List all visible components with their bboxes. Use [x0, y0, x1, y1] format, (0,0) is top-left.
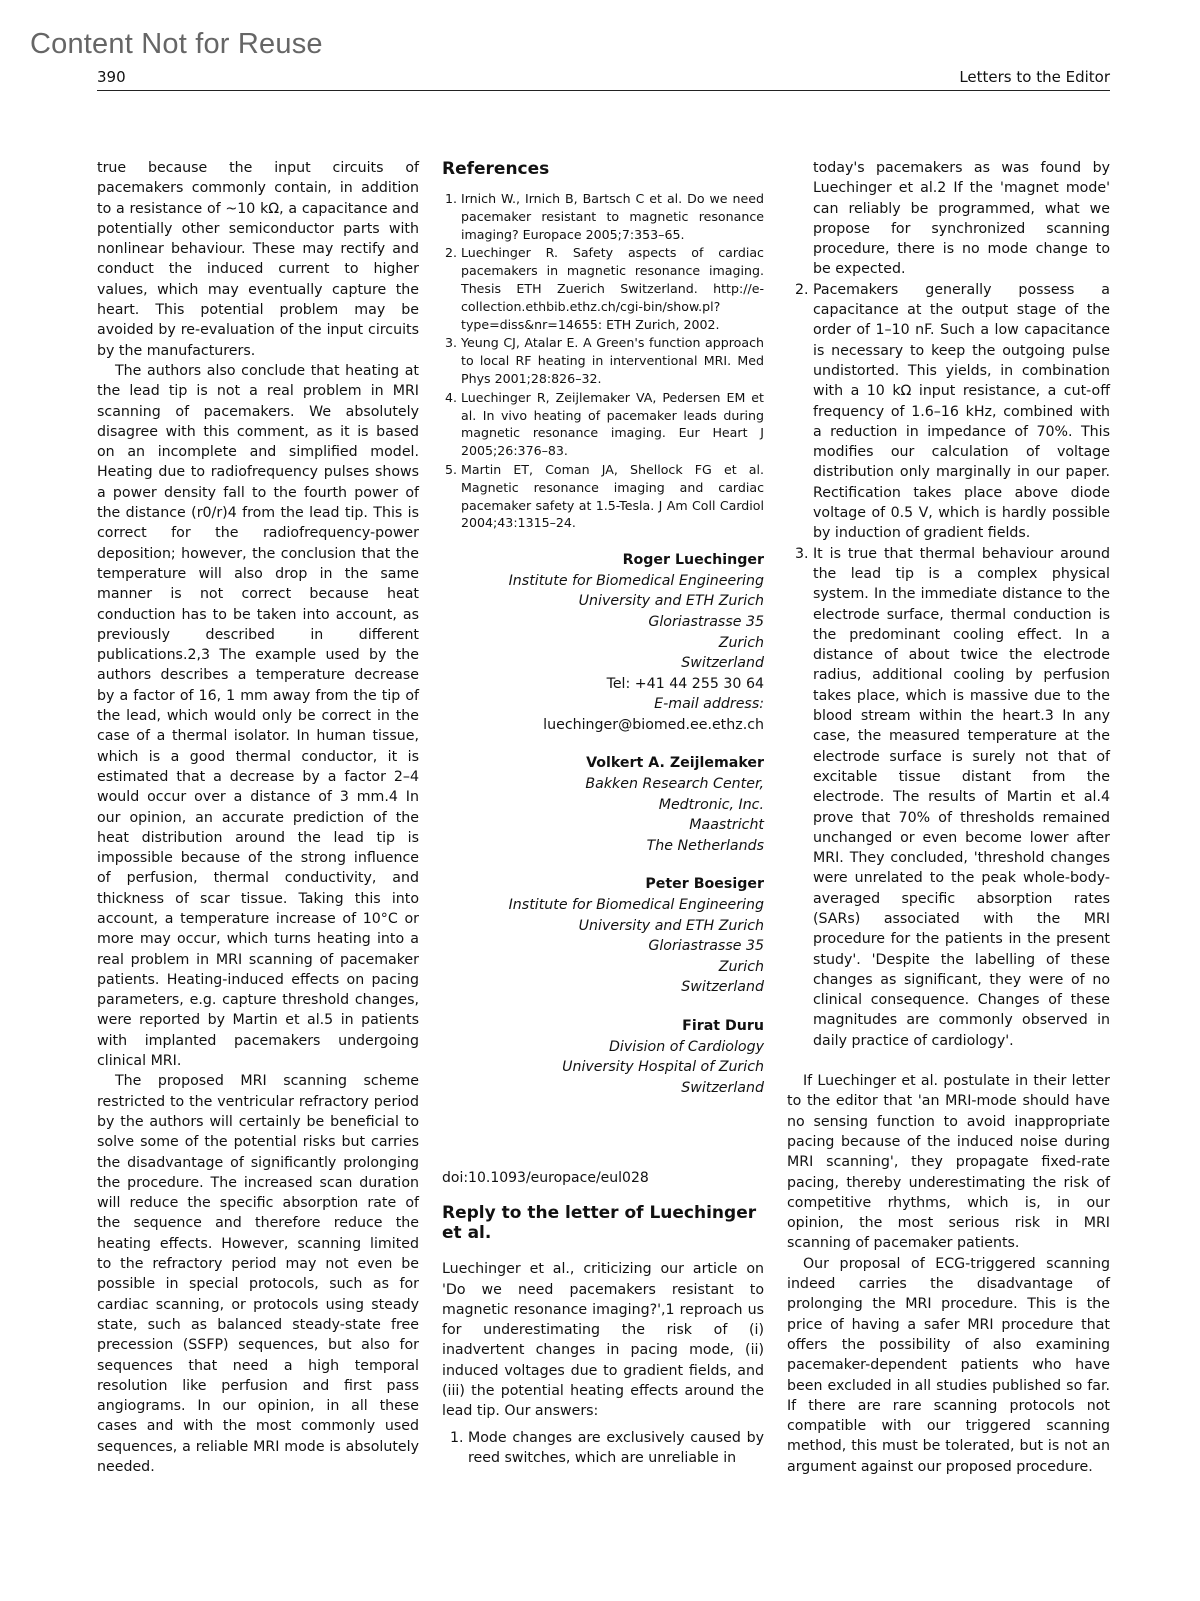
page-header — [97, 66, 1110, 91]
answer-item: 2. Pacemakers generally possess a capacitance at the output stage of the order of 1–10 nF. Such a low capacitance is necessary to keep the outgoing pulse undistorted. This yields, in combination with a 10 kΩ input resistance, a cut-off frequency of 1.6–16 kHz, combined with a reduction in impedance of 70%. This modifies our calculation of voltage distribution only marginally in our paper. Rectification takes place above diode voltage of 0.5 V, which is hardly possible by induction of gradient fields. — [813, 280, 1110, 544]
affiliation-line: Zurich — [718, 634, 764, 651]
paragraph: The authors also conclude that heating at the lead tip is not a real problem in MRI scanning of pacemakers. We absolutely disagree with this comment, as it is based on an incomplete and simplified model. Heating due to radiofrequency pulses shows a power density fall to the fourth power of the distance (r0/r)4 from the lead tip. This is correct for the radiofrequency-power deposition; however, the conclusion that the temperature will also drop in the same manner is not correct because heat conduction has to be taken into account, as previously described in different publications.2,3 The example used by the authors describes a temperature decrease by a factor of 16, 1 mm away from the tip of the lead, which would only be correct in the case of a thermal isolator. In human tissue, which is a good thermal conductor, it is estimated that a decrease by a factor 2–4 would occur over a distance of 3 mm.4 In our opinion, an accurate prediction of the heat distribution around the lead tip is impossible because of the strong influence of perfusion, thermal conductivity, and thickness of scar tissue. Taking this into account, a temperature increase of 10°C or more may occur, which turns heating into a real problem in MRI scanning of pacemaker patients. Heating-induced effects on pacing parameters, e.g. capture threshold changes, were reported by Martin et al.5 in patients with implanted pacemakers undergoing clinical MRI. — [97, 362, 419, 1070]
page-number: 390 — [97, 68, 126, 86]
affiliation-line: Institute for Biomedical Engineering — [508, 572, 764, 589]
paragraph: The proposed MRI scanning scheme restricted to the ventricular refractory period by the authors will certainly be beneficial to solve some of the potential risks but carries the disadvantage of significantly prolonging the procedure. The increased scan duration will reduce the specific absorption rate of the sequence and therefore reduce the heating effects. However, scanning limited to the refractory period may not even be possible in special protocols, such as for cardiac scanning, or protocols using steady state, such as balanced steady-state free precession (SSFP) sequences, but also for sequences that need a high temporal resolution like perfusion and first pass angiograms. In our opinion, in all these cases and with the most commonly used sequences, a reliable MRI mode is absolutely needed. — [97, 1073, 419, 1475]
author-email[interactable]: luechinger@biomed.ee.ethz.ch — [543, 716, 764, 733]
author-name: Peter Boesiger — [645, 876, 764, 893]
affiliation-line: Switzerland — [681, 1079, 764, 1096]
author-signature — [442, 874, 764, 998]
paragraph: true because the input circuits of pacemakers commonly contain, in addition to a resistance of ~10 kΩ, a capacitance and potentially other semiconductor parts with nonlinear behaviour. These may rectify and conduct the induced current to higher values, which may eventually capture the heart. This potential problem may be avoided by re-evaluation of the input circuits by the manufacturers. — [97, 160, 419, 359]
references-heading: References — [442, 159, 550, 179]
author-name: Volkert A. Zeijlemaker — [586, 755, 764, 772]
author-tel: Tel: +41 44 255 30 64 — [606, 675, 764, 692]
author-name: Firat Duru — [682, 1018, 764, 1035]
affiliation-line: Switzerland — [681, 655, 764, 672]
answer-item: 1. Mode changes are exclusively caused by reed switches, which are unreliable in — [468, 1428, 764, 1469]
reference-item: 2. Luechinger R. Safety aspects of cardiac pacemakers in magnetic resonance imaging. Thesis ETH Zuerich Switzerland. http://e-collection.ethbib.ethz.ch/cgi-bin/show.pl?type=diss&nr=14655: ETH Zurich, 2002. — [461, 244, 764, 333]
doi[interactable]: doi:10.1093/europace/eul028 — [442, 1170, 649, 1187]
author-signature — [442, 753, 764, 856]
reply-title: Reply to the letter of Luechinger et al. — [442, 1202, 757, 1243]
affiliation-line: Switzerland — [681, 979, 764, 996]
author-signature — [442, 550, 764, 735]
reference-item: 5. Martin ET, Coman JA, Shellock FG et al. Magnetic resonance imaging and cardiac pacemaker safety at 1.5-Tesla. J Am Coll Cardiol 2004;43:1315–24. — [461, 461, 764, 532]
affiliation-line: The Netherlands — [646, 837, 764, 854]
reply-intro: Luechinger et al., criticizing our article on 'Do we need pacemakers resistant to magnetic resonance imaging?',1 reproach us for underestimating the risk of (i) inadvertent changes in pacing mode, (ii) induced voltages due to gradient fields, and (iii) the potential heating effects around the lead tip. Our answers: — [442, 1261, 764, 1420]
affiliation-line: Institute for Biomedical Engineering — [508, 897, 764, 914]
column-3 — [787, 158, 1110, 1477]
author-signature — [442, 1016, 764, 1098]
answers-list — [442, 1428, 764, 1469]
answers-list — [787, 280, 1110, 1051]
affiliation-line: University Hospital of Zurich — [562, 1059, 764, 1076]
email-label: E-mail address: — [654, 696, 764, 713]
affiliation-line: Gloriastrasse 35 — [648, 938, 764, 955]
paragraph: Our proposal of ECG-triggered scanning indeed carries the disadvantage of prolonging the MRI procedure. This is the price of having a safer MRI procedure that offers the possibility of also examining pacemaker-dependent patients who have been excluded in all studies published so far. If there are rare scanning protocols not compatible with our triggered scanning method, this must be tolerated, but is not an argument against our proposed procedure. — [787, 1255, 1110, 1475]
watermark: Content Not for Reuse — [30, 28, 323, 60]
reference-item: 4. Luechinger R, Zeijlemaker VA, Pedersen EM et al. In vivo heating of pacemaker leads during magnetic resonance imaging. Eur Heart J 2005;26:376–83. — [461, 389, 764, 460]
affiliation-line: Bakken Research Center, — [585, 776, 764, 793]
journal-section: Letters to the Editor — [959, 68, 1110, 86]
affiliation-line: Division of Cardiology — [609, 1038, 764, 1055]
affiliation-line: Maastricht — [689, 817, 764, 834]
answer-item: 3. It is true that thermal behaviour around the lead tip is a complex physical system. In the immediate distance to the electrode surface, thermal conduction is the predominant cooling effect. In a distance of about twice the electrode radius, additional cooling by perfusion takes place, which is massive due to the blood stream within the heart.3 In any case, the measured temperature at the electrode surface is surely not that of excitable tissue distant from the electrode. The results of Martin et al.4 prove that 70% of thresholds remained unchanged or even become lower after MRI. They concluded, 'threshold changes were unrelated to the peak whole-body-averaged specific absorption rates (SARs) associated with the MRI procedure for the patients in the present study'. 'Despite the labelling of these changes as significant, they were of no clinical consequence. Changes of these magnitudes are commonly observed in daily practice of cardiology'. — [813, 544, 1110, 1051]
author-name: Roger Luechinger — [622, 552, 764, 569]
references-list — [442, 190, 764, 532]
affiliation-line: University and ETH Zurich — [578, 917, 764, 934]
affiliation-line: Gloriastrasse 35 — [648, 613, 764, 630]
paragraph: If Luechinger et al. postulate in their letter to the editor that 'an MRI-mode should have no sensing function to avoid inappropriate pacing because of the induced noise during MRI scanning', they propagate fixed-rate pacing, thereby underestimating the risk of competitive rhythms, which is, in our opinion, the most serious risk in MRI scanning of pacemaker patients. — [787, 1073, 1110, 1252]
affiliation-line: Medtronic, Inc. — [658, 796, 764, 813]
reference-item: 3. Yeung CJ, Atalar E. A Green's function approach to local RF heating in interventional MRI. Med Phys 2001;28:826–32. — [461, 334, 764, 387]
reference-item: 1. Irnich W., Irnich B, Bartsch C et al. Do we need pacemaker resistant to magnetic resonance imaging? Europace 2005;7:353–65. — [461, 190, 764, 243]
column-1 — [97, 158, 419, 1477]
column-2 — [442, 158, 764, 1468]
affiliation-line: University and ETH Zurich — [578, 593, 764, 610]
affiliation-line: Zurich — [718, 958, 764, 975]
answer-continuation: today's pacemakers as was found by Luechinger et al.2 If the 'magnet mode' can reliably be programmed, what we propose for synchronized scanning procedure, there is no mode change to be expected. — [813, 160, 1110, 278]
